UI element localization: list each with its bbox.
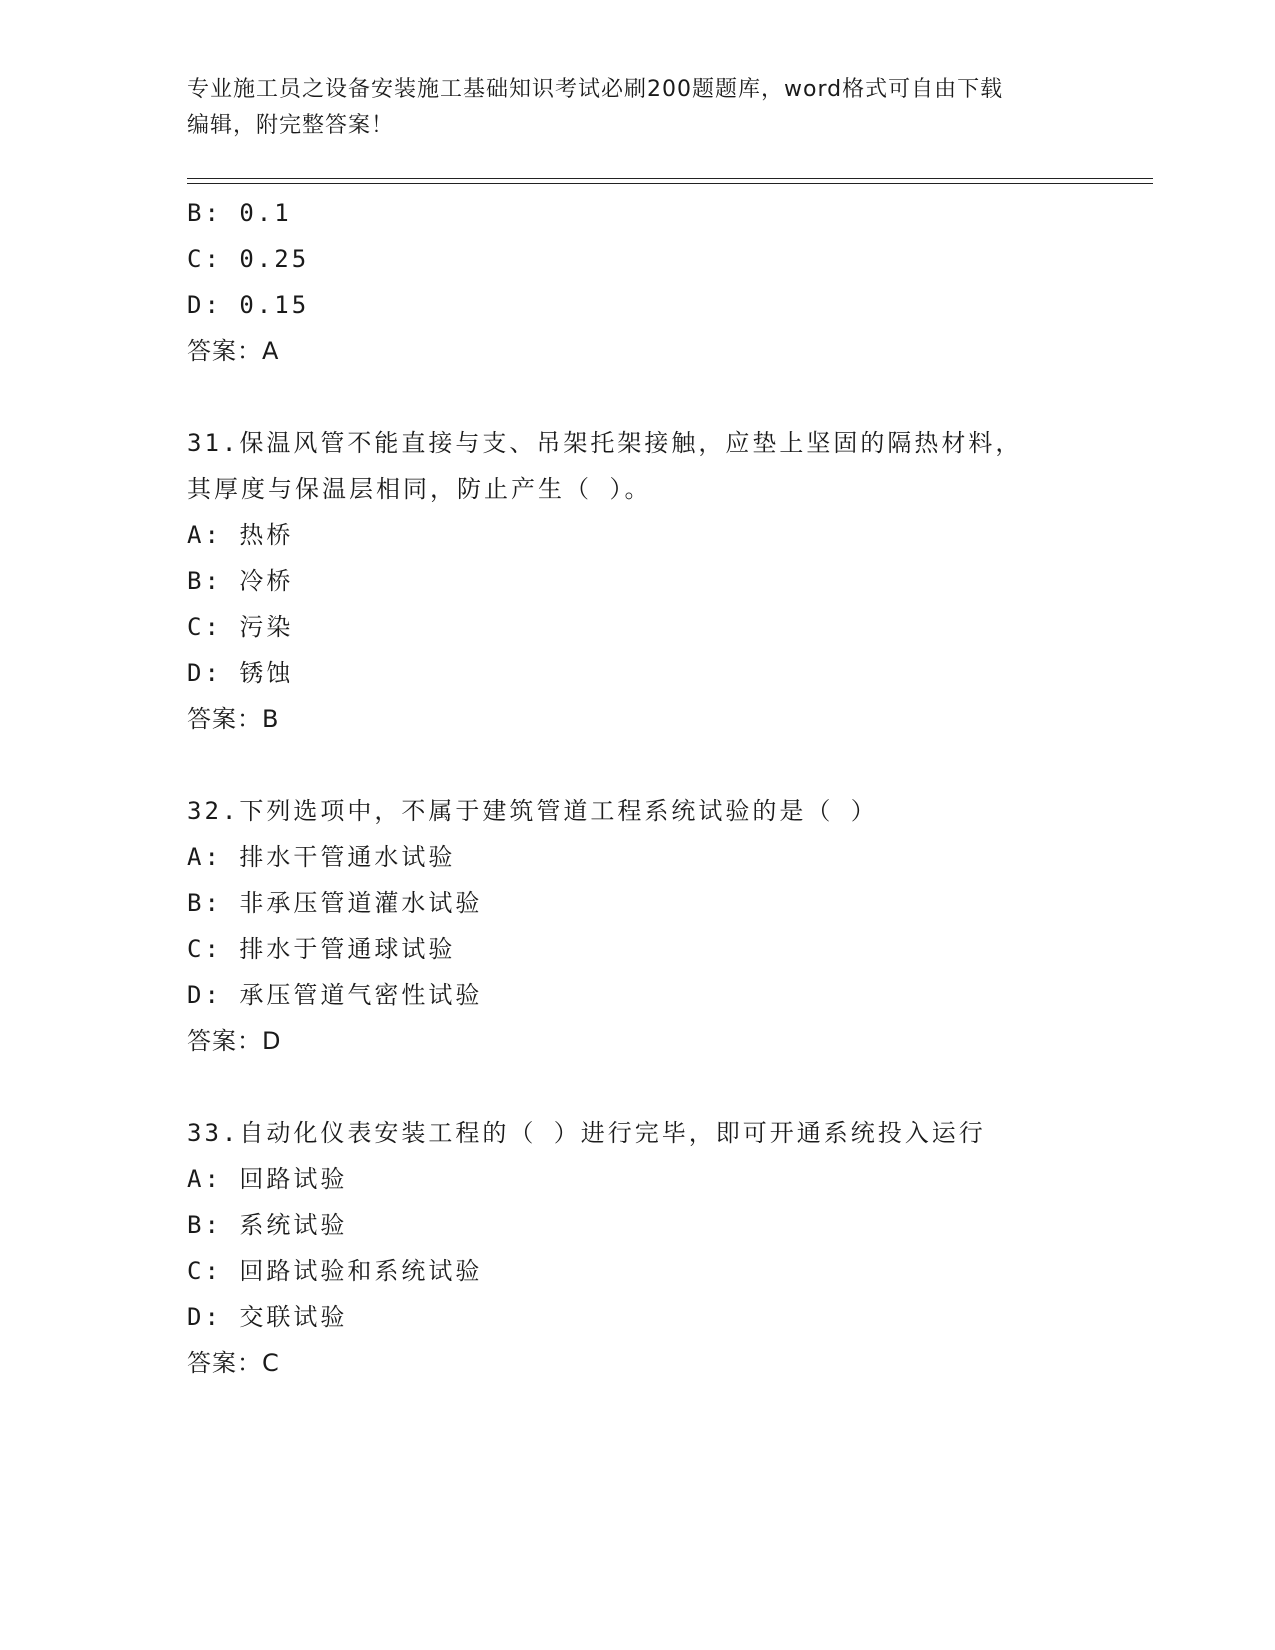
spacer [187, 742, 1147, 788]
question-31 [187, 420, 1147, 742]
previous-question-tail [187, 190, 1147, 374]
question-stem: 33.自动化仪表安装工程的（ ）进行完毕，即可开通系统投入运行 [187, 1119, 986, 1147]
answer-line: 答案：C [187, 1349, 280, 1377]
header-rule-bottom [187, 183, 1153, 184]
answer-line: 答案：A [187, 337, 280, 365]
option-d: D: 交联试验 [187, 1303, 348, 1331]
question-content [187, 190, 1147, 1386]
option-c: C: 排水于管通球试验 [187, 935, 456, 963]
question-33 [187, 1110, 1147, 1386]
spacer [187, 1064, 1147, 1110]
option-b: B: 0.1 [187, 199, 292, 227]
question-stem: 31.保温风管不能直接与支、吊架托架接触，应垫上坚固的隔热材料， [187, 429, 1023, 457]
question-32 [187, 788, 1147, 1064]
header-line-2: 编辑，附完整答案！ [187, 113, 395, 138]
option-d: D: 0.15 [187, 291, 310, 319]
option-a: A: 热桥 [187, 521, 294, 549]
header-rule-top [187, 178, 1153, 179]
option-c: C: 0.25 [187, 245, 310, 273]
question-stem: 其厚度与保温层相同，防止产生（ ）。 [187, 475, 652, 503]
option-b: B: 冷桥 [187, 567, 294, 595]
answer-line: 答案：D [187, 1027, 282, 1055]
option-c: C: 污染 [187, 613, 294, 641]
option-c: C: 回路试验和系统试验 [187, 1257, 483, 1285]
option-a: A: 回路试验 [187, 1165, 348, 1193]
spacer [187, 374, 1147, 420]
option-b: B: 非承压管道灌水试验 [187, 889, 483, 917]
header-line-1: 专业施工员之设备安装施工基础知识考试必刷200题题库，word格式可自由下载 [187, 77, 1004, 102]
option-a: A: 排水干管通水试验 [187, 843, 456, 871]
question-stem: 32.下列选项中，不属于建筑管道工程系统试验的是（ ） [187, 797, 878, 825]
option-d: D: 锈蚀 [187, 659, 294, 687]
option-b: B: 系统试验 [187, 1211, 348, 1239]
document-header [187, 72, 1067, 144]
answer-line: 答案：B [187, 705, 280, 733]
option-d: D: 承压管道气密性试验 [187, 981, 483, 1009]
